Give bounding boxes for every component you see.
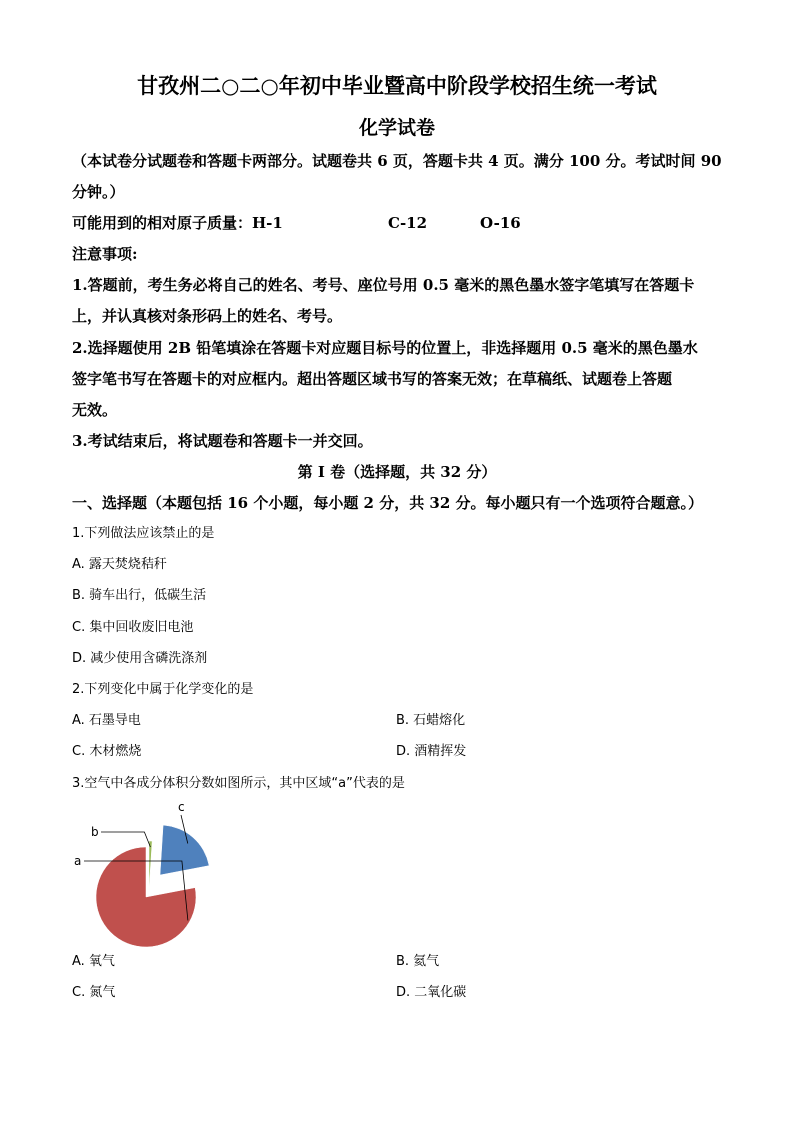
atomic-mass-label: 可能用到的相对原子质量：H-1 (72, 214, 283, 232)
atomic-mass-o: O-16 (480, 214, 521, 232)
note-1-line-1: 1.答题前，考生务必将自己的姓名、考号、座位号用 0.5 毫米的黑色墨水签字笔填写在答题卡 (72, 276, 695, 294)
note-1-line-2: 上，并认真核对条形码上的姓名、考号。 (72, 307, 343, 325)
q3-stem: 3.空气中各成分体积分数如图所示，其中区域“a”代表的是 (72, 776, 405, 791)
q3-option-b: B. 氦气 (396, 954, 440, 969)
pie-label-c: c (178, 800, 185, 814)
exam-subtitle: 化学试卷 (358, 117, 435, 139)
note-2-line-3: 无效。 (72, 401, 118, 419)
atomic-mass-line (72, 213, 724, 233)
q1-option-c: C. 集中回收废旧电池 (72, 620, 194, 635)
note-3: 3.考试结束后，将试题卷和答题卡一并交回。 (72, 432, 373, 450)
pie-slice-c (160, 825, 209, 875)
q3-option-c: C. 氮气 (72, 985, 116, 1000)
atomic-mass-c: C-12 (388, 214, 428, 232)
q1-option-a: A. 露天焚烧秸秆 (72, 557, 167, 572)
q3-option-a: A. 氧气 (72, 954, 115, 969)
q2-option-a: A. 石墨导电 (72, 713, 141, 728)
q1-option-b: B. 骑车出行，低碳生活 (72, 588, 207, 603)
q1-stem: 1.下列做法应该禁止的是 (72, 526, 215, 541)
q2-option-d: D. 酒精挥发 (396, 744, 467, 759)
notes-heading: 注意事项: (72, 245, 138, 263)
exam-title: 甘孜州二○二○年初中毕业暨高中阶段学校招生统一考试 (137, 73, 657, 98)
intro-line-2: 分钟。） (72, 183, 125, 201)
q1-option-d: D. 减少使用含磷洗涤剂 (72, 651, 208, 666)
q2-option-b: B. 石蜡熔化 (396, 713, 466, 728)
pie-label-b: b (91, 825, 99, 839)
air-composition-pie-chart (66, 795, 226, 955)
note-2-line-2: 签字笔书写在答题卡的对应框内。超出答题区域书写的答案无效；在草稿纸、试题卷上答题 (72, 370, 673, 388)
pie-slice-b (149, 841, 152, 891)
q3-option-d: D. 二氧化碳 (396, 985, 467, 1000)
pie-leader-line-b (101, 832, 150, 847)
section-title: 第 I 卷（选择题，共 32 分） (297, 463, 497, 481)
q2-stem: 2.下列变化中属于化学变化的是 (72, 682, 254, 697)
intro-line-1: （本试卷分试题卷和答题卡两部分。试题卷共 6 页，答题卡共 4 页。满分 100 分。考试时间 90 (72, 152, 722, 170)
pie-label-a: a (74, 854, 82, 868)
q2-option-c: C. 木材燃烧 (72, 744, 142, 759)
section-heading: 一、选择题（本题包括 16 个小题，每小题 2 分，共 32 分。每小题只有一个选项符合题意。） (72, 494, 704, 512)
note-2-line-1: 2.选择题使用 2B 铅笔填涂在答题卡对应题目标号的位置上，非选择题用 0.5 毫米的黑色墨水 (72, 339, 698, 357)
